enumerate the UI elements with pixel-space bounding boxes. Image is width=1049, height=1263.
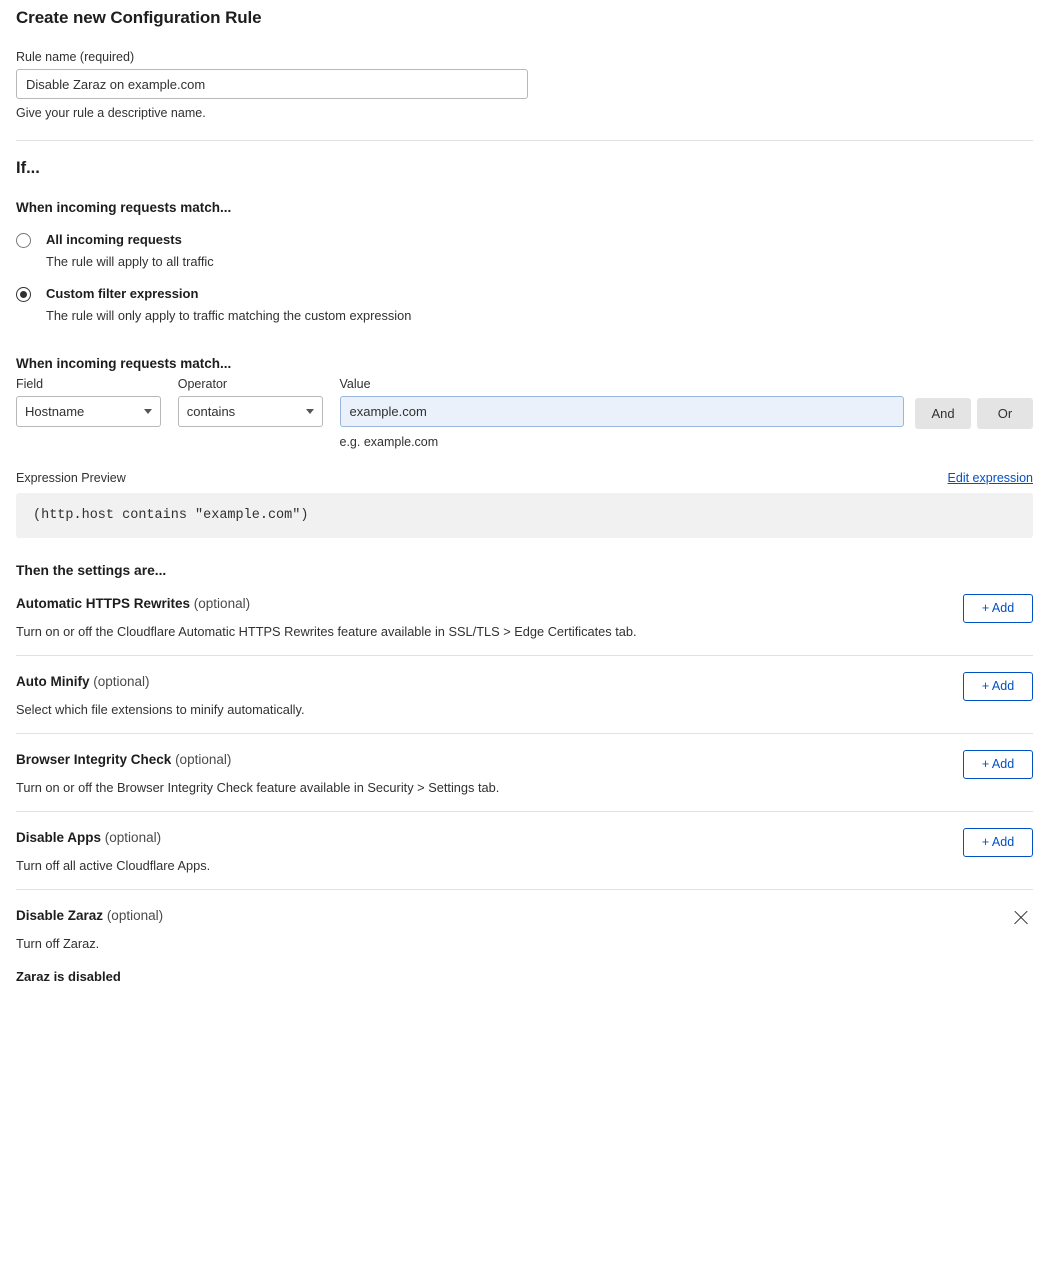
radio-icon-checked[interactable] [16,287,31,302]
operator-select[interactable] [178,396,323,427]
page-title: Create new Configuration Rule [16,8,262,27]
setting-title [16,596,1033,611]
or-button[interactable]: Or [977,398,1033,429]
radio-icon-unchecked[interactable] [16,233,31,248]
rule-name-label: Rule name (required) [16,50,135,64]
add-button-automatic-https-rewrites[interactable]: + Add [963,594,1033,623]
setting-title-text: Disable Zaraz [16,907,104,923]
divider-top [16,140,1033,141]
setting-optional-text: (optional) [175,751,232,767]
and-or-buttons [915,398,1033,429]
setting-title-text: Automatic HTTPS Rewrites [16,595,191,611]
value-hint: e.g. example.com [339,434,439,449]
field-label: Field [16,376,44,391]
add-button-auto-minify[interactable]: + Add [963,672,1033,701]
radio-custom-label: Custom filter expression [46,286,199,302]
edit-expression-link[interactable]: Edit expression [947,470,1033,485]
rule-name-helper: Give your rule a descriptive name. [16,106,206,120]
expression-preview-box: (http.host contains "example.com") [16,493,1033,538]
setting-description: Turn on or off the Browser Integrity Check feature available in Security > Settings tab. [16,779,500,795]
setting-optional-text: (optional) [193,595,251,611]
radio-all-incoming-requests[interactable] [16,231,1033,271]
if-section-heading: If... [16,159,40,177]
operator-select-wrap[interactable] [178,396,323,427]
setting-title-text: Auto Minify [16,673,90,689]
setting-optional-text: (optional) [104,829,162,845]
radio-custom-desc: The rule will only apply to traffic matching the custom expression [46,308,412,324]
and-button[interactable]: And [915,398,971,429]
add-button-disable-apps[interactable]: + Add [963,828,1033,857]
operator-label: Operator [177,376,228,391]
filter-operator-column [178,377,323,427]
match-radio-group [16,231,1033,326]
setting-title-text: Browser Integrity Check [16,751,172,767]
expression-preview-label: Expression Preview [16,470,126,485]
setting-auto-minify [16,656,1033,734]
setting-description: Select which file extensions to minify automatically. [16,701,305,717]
filter-value-column [340,377,905,449]
setting-optional-text: (optional) [106,907,164,923]
then-section-heading: Then the settings are... [16,562,167,578]
setting-title-text: Disable Apps [16,829,102,845]
radio-all-label: All incoming requests [46,232,182,247]
zaraz-status-text: Zaraz is disabled [16,968,121,984]
setting-automatic-https-rewrites [16,578,1033,656]
value-label: Value [339,376,371,391]
setting-title [16,752,1033,767]
match-heading: When incoming requests match... [16,200,232,215]
field-select[interactable] [16,396,161,427]
rule-name-input[interactable] [16,69,528,99]
filter-row [16,377,1033,449]
setting-title [16,908,1033,923]
radio-all-desc: The rule will apply to all traffic [46,253,214,269]
setting-disable-apps [16,812,1033,890]
field-select-wrap[interactable] [16,396,161,427]
expression-preview-header [16,471,1033,485]
setting-optional-text: (optional) [93,673,150,689]
setting-description: Turn off all active Cloudflare Apps. [16,857,211,873]
filter-heading: When incoming requests match... [16,355,232,371]
radio-custom-filter-expression[interactable] [16,285,1033,325]
close-icon[interactable] [1011,908,1031,928]
setting-description: Turn on or off the Cloudflare Automatic HTTPS Rewrites feature available in SSL/TLS > Edge Certificates tab. [16,623,637,639]
setting-title [16,830,1033,845]
setting-disable-zaraz [16,890,1033,1000]
setting-description: Turn off Zaraz. [16,935,100,951]
setting-title [16,674,1033,689]
add-button-browser-integrity-check[interactable]: + Add [963,750,1033,779]
filter-field-column [16,377,161,427]
setting-browser-integrity-check [16,734,1033,812]
value-input[interactable] [340,396,905,427]
